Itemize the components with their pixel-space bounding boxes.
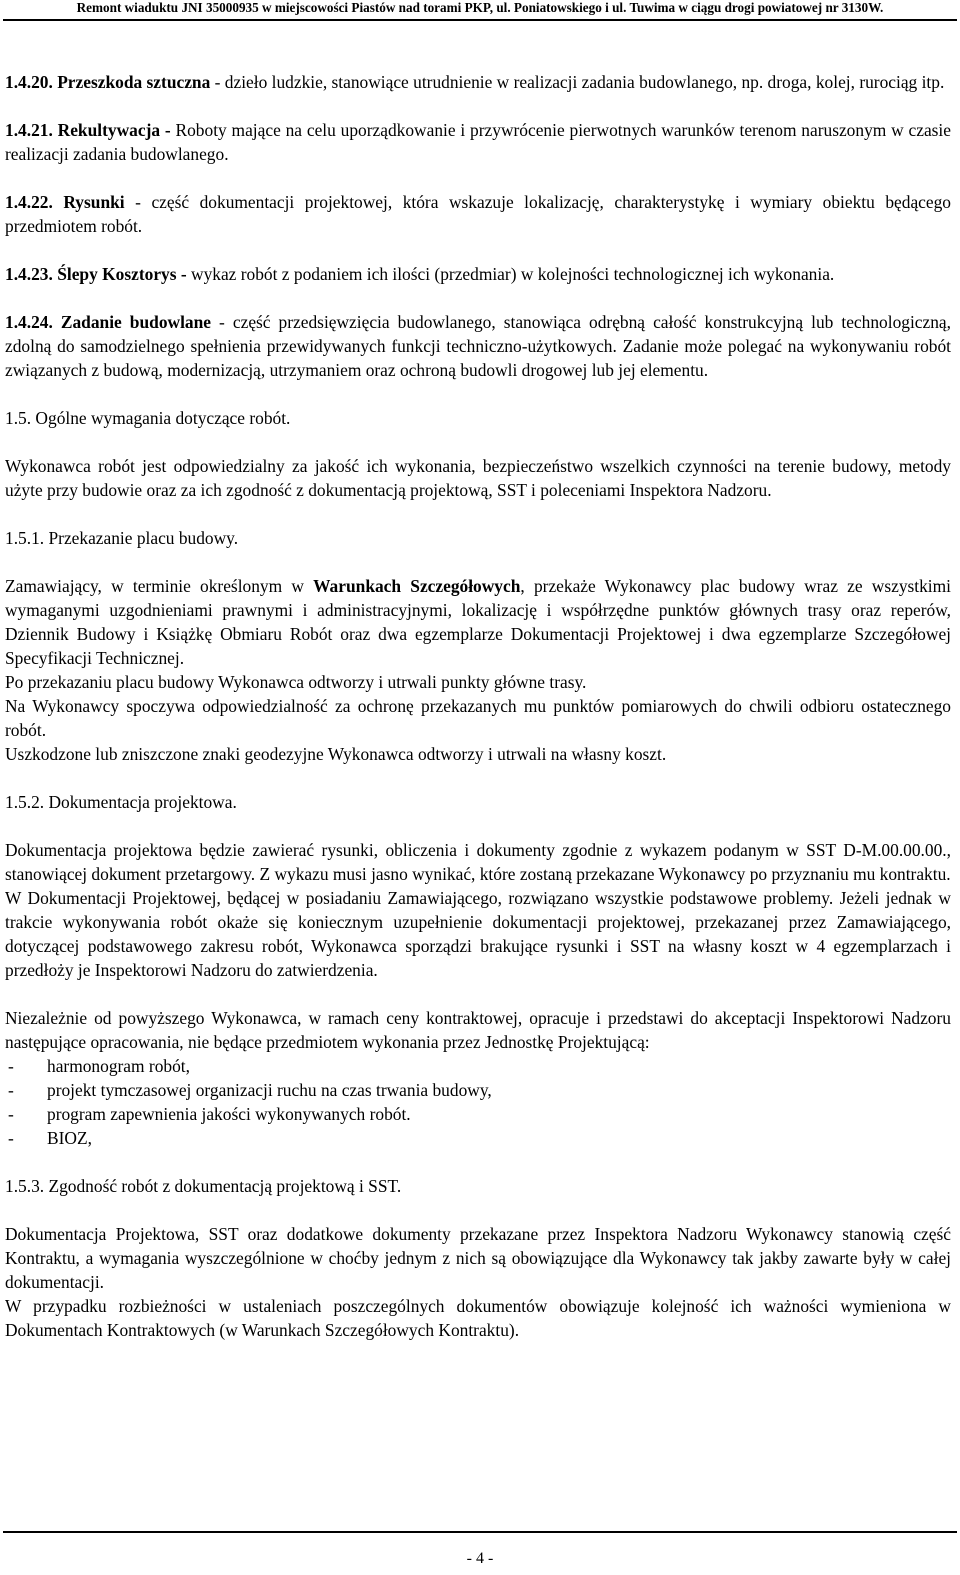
definition-1-4-21 — [5, 118, 951, 166]
section-heading-1-5-2: 1.5.2. Dokumentacja projektowa. — [5, 792, 237, 812]
definition-term: 1.4.24. Zadanie budowlane — [5, 312, 211, 332]
footer-rule — [3, 1531, 957, 1533]
paragraph: W przypadku rozbieżności w ustaleniach poszczególnych dokumentów obowiązuje kolejność ich ważności wymieniona w Dokumentach Kontraktowych (w Warunkach Szczegółowych Kontraktu). — [5, 1296, 951, 1340]
definition-text: wykaz robót z podaniem ich ilości (przedmiar) w kolejności technologicznej ich wykonania. — [191, 264, 835, 284]
paragraph: Po przekazaniu placu budowy Wykonawca odtworzy i utrwali punkty główne trasy. — [5, 672, 587, 692]
definition-1-4-24: 1.4.24. Zadanie budowlane - część przedsięwzięcia budowlanego, stanowiąca odrębną całość konstrukcyjną lub technologiczną, zdolną do samodzielnego spełnienia przewidywanych funkcji techniczno-użytkowych. Zadanie może polegać na wykonywaniu robót związanych z budową, modernizacją, utrzymaniem oraz ochroną budowli drogowej lub jej elementu. — [5, 312, 951, 380]
list-item: - harmonogram robót, — [8, 1056, 190, 1076]
definition-text: część przedsięwzięcia budowlanego, stanowiąca odrębną całość konstrukcyjną lub technologiczną, zdolną do samodzielnego spełnienia przewidywanych funkcji techniczno-użytkowych. Zadanie może polegać na wykonywaniu robót związanych z budową, modernizacją, utrzymaniem oraz ochroną budowli drogowej lub jej elementu. — [5, 312, 951, 380]
definition-1-4-20: 1.4.20. Przeszkoda sztuczna - dzieło ludzkie, stanowiące utrudnienie w realizacji zadania budowlanego, np. droga, kolej, rurociąg itp. — [5, 72, 945, 92]
section-heading-1-5-3: 1.5.3. Zgodność robót z dokumentacją projektową i SST. — [5, 1176, 402, 1196]
paragraph: W Dokumentacji Projektowej, będącej w posiadaniu Zamawiającego, rozwiązano wszystkie podstawowe problemy. Jeżeli jednak w trakcie wykonywania robót okaże się koniecznym uzupełnienie dokumentacji projektowej, przekazanej przez Zamawiającego, dotyczącej podstawowego zakresu robót, Wykonawca sporządzi brakujące rysunki i SST na własny koszt w 4 egzemplarzach i przedłoży je Inspektorowi Nadzoru do zatwierdzenia. — [5, 888, 951, 980]
definition-1-4-23 — [5, 262, 951, 286]
paragraph: Dokumentacja Projektowa, SST oraz dodatkowe dokumenty przekazane przez Inspektora Nadzoru Wykonawcy stanowią część Kontraktu, a wymagania wyszczególnione w choćby jednym z nich są obowiązujące dla Wykonawcy tak jakby zawarte były w całej dokumentacji. — [5, 1224, 951, 1292]
list-item: - program zapewnienia jakości wykonywanych robót. — [8, 1104, 411, 1124]
paragraph: Wykonawca robót jest odpowiedzialny za jakość ich wykonania, bezpieczeństwo wszelkich czynności na terenie budowy, metody użyte przy budowie oraz za ich zgodność z dokumentacją projektową, SST i poleceniami Inspektora Nadzoru. — [5, 456, 951, 500]
paragraph: Na Wykonawcy spoczywa odpowiedzialność za ochronę przekazanych mu punktów pomiarowych do chwili odbioru ostatecznego robót. — [5, 696, 951, 740]
definition-text: część dokumentacji projektowej, która wskazuje lokalizację, charakterystykę i wymiary obiektu będącego przedmiotem robót. — [5, 192, 951, 236]
section-heading-1-5-1: 1.5.1. Przekazanie placu budowy. — [5, 528, 239, 548]
paragraph: Niezależnie od powyższego Wykonawca, w ramach ceny kontraktowej, opracuje i przedstawi do akceptacji Inspektorowi Nadzoru następujące opracowania, nie będące przedmiotem wykonania przez Jednostkę Projektującą: — [5, 1008, 951, 1052]
running-header: Remont wiaduktu JNI 35000935 w miejscowości Piastów nad torami PKP, ul. Poniatowskiego i ul. Tuwima w ciągu drogi powiatowej nr 3130W. — [76, 0, 884, 15]
list-item: - BIOZ, — [8, 1128, 92, 1148]
paragraph: Dokumentacja projektowa będzie zawierać rysunki, obliczenia i dokumenty zgodnie z wykazem podanym w SST D-M.00.00.00., stanowiącej dokument przetargowy. Z wykazu musi jasno wynikać, które zostaną przekazane Wykonawcy po przyznaniu mu kontraktu. — [5, 840, 951, 884]
definition-term: 1.4.23. Ślepy Kosztorys - — [5, 264, 187, 284]
definition-term: 1.4.21. Rekultywacja - — [5, 120, 171, 140]
definition-text: dzieło ludzkie, stanowiące utrudnienie w realizacji zadania budowlanego, np. droga, kolej, rurociąg itp. — [224, 72, 945, 92]
definition-1-4-22: 1.4.22. Rysunki - część dokumentacji projektowej, która wskazuje lokalizację, charakterystykę i wymiary obiektu będącego przedmiotem robót. — [5, 192, 951, 236]
document-body — [5, 70, 951, 1342]
definition-text: Roboty mające na celu uporządkowanie i przywrócenie pierwotnych warunków terenom naruszonym w czasie realizacji zadania budowlanego. — [5, 120, 951, 164]
paragraph: Zamawiający, w terminie określonym w Warunkach Szczegółowych, przekaże Wykonawcy plac budowy wraz ze wszystkimi wymaganymi uzgodnieniami prawnymi i administracyjnymi, lokalizację i współrzędne punktów głównych trasy oraz reperów, Dziennik Budowy i Książkę Obmiaru Robót oraz dwa egzemplarze Dokumentacji Projektowej i dwa egzemplarze Szczegółowej Specyfikacji Technicznej. — [5, 576, 952, 668]
definition-term: 1.4.22. Rysunki — [5, 192, 125, 212]
header-rule — [3, 19, 957, 21]
deliverables-list — [5, 1054, 951, 1150]
list-item: - projekt tymczasowej organizacji ruchu na czas trwania budowy, — [8, 1080, 492, 1100]
paragraph: Uszkodzone lub zniszczone znaki geodezyjne Wykonawca odtworzy i utrwali na własny koszt. — [5, 744, 667, 764]
section-heading-1-5: 1.5. Ogólne wymagania dotyczące robót. — [5, 408, 291, 428]
definition-term: 1.4.20. Przeszkoda sztuczna — [5, 72, 211, 92]
page-number: - 4 - — [466, 1550, 494, 1567]
